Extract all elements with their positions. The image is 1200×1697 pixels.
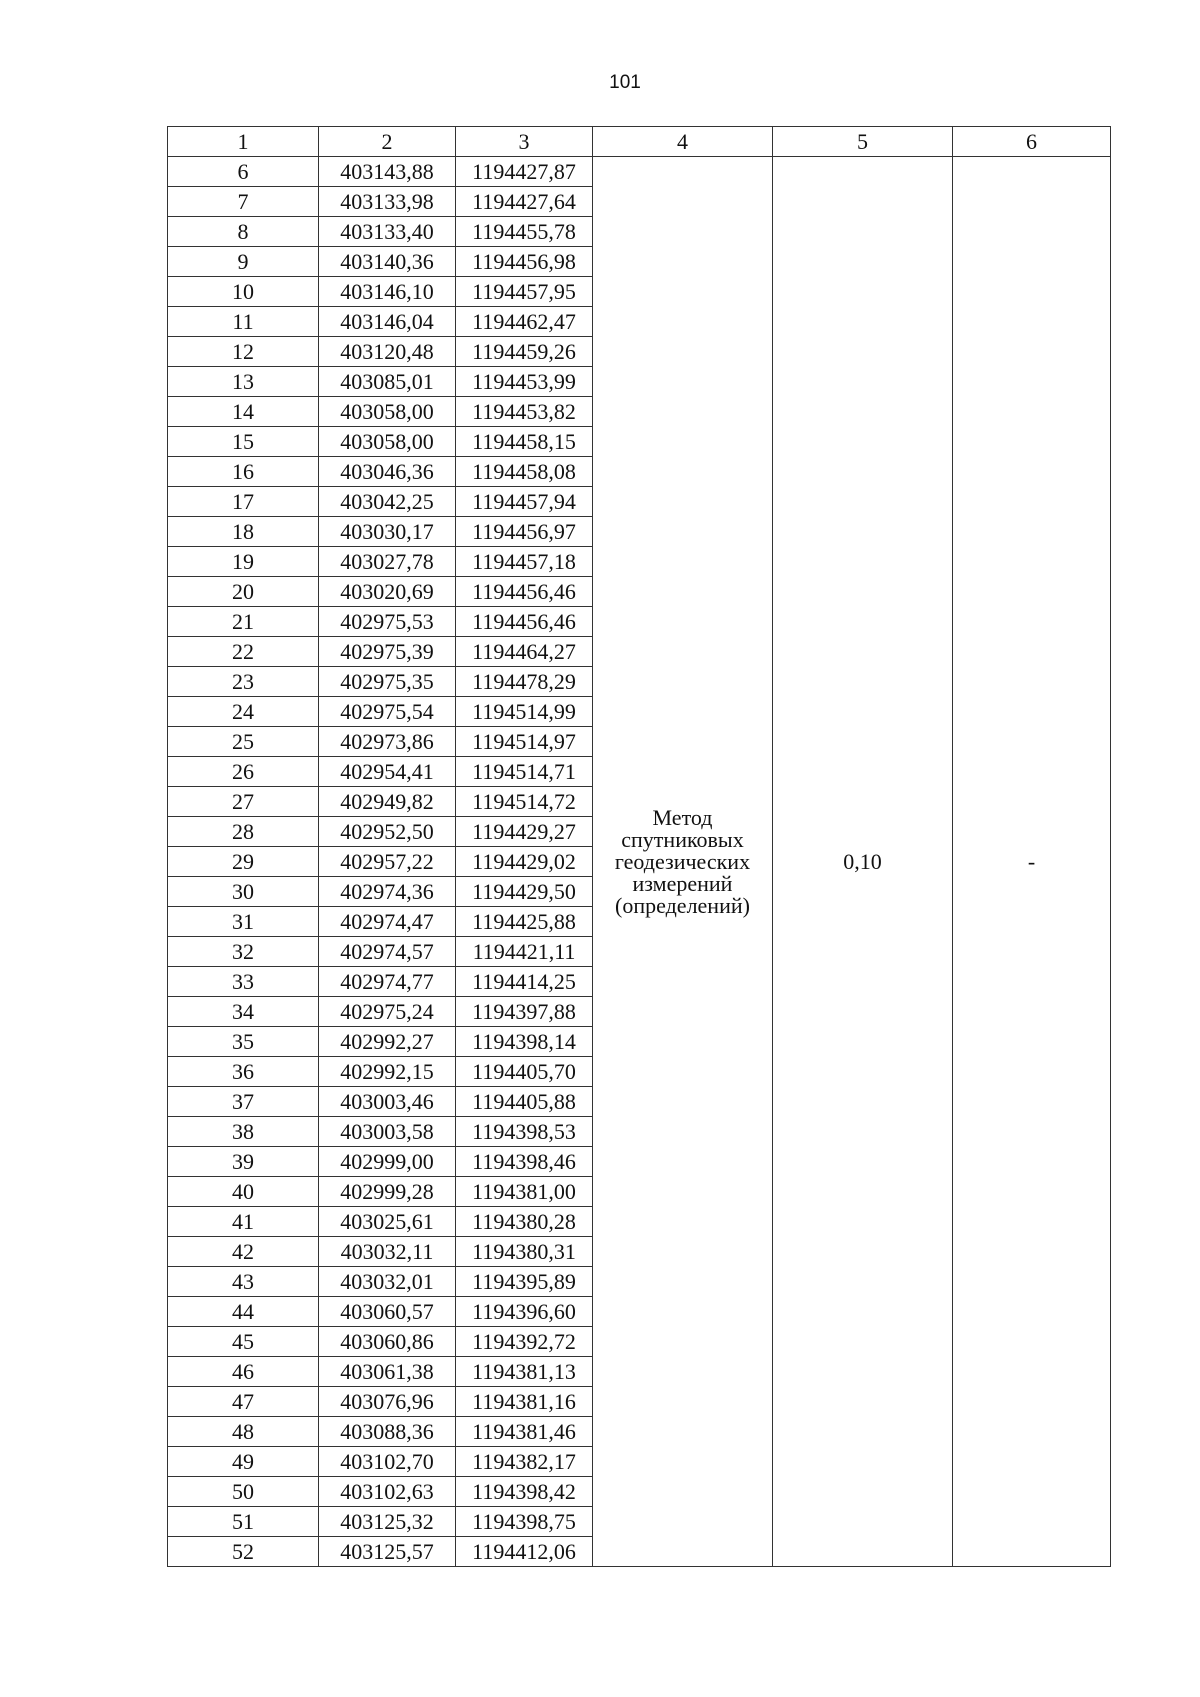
x-coordinate-cell: 403076,96: [319, 1387, 456, 1417]
point-number-cell: 6: [168, 157, 319, 187]
header-cell-6: 6: [953, 127, 1111, 157]
point-number-cell: 17: [168, 487, 319, 517]
x-coordinate-cell: 403143,88: [319, 157, 456, 187]
point-number-cell: 11: [168, 307, 319, 337]
header-cell-3: 3: [456, 127, 593, 157]
point-number-cell: 40: [168, 1177, 319, 1207]
y-coordinate-cell: 1194414,25: [456, 967, 593, 997]
point-number-cell: 27: [168, 787, 319, 817]
point-number-cell: 28: [168, 817, 319, 847]
point-number-cell: 50: [168, 1477, 319, 1507]
x-coordinate-cell: 402975,24: [319, 997, 456, 1027]
method-cell: [593, 157, 773, 1567]
x-coordinate-cell: 402999,28: [319, 1177, 456, 1207]
x-coordinate-cell: 402974,77: [319, 967, 456, 997]
y-coordinate-cell: 1194381,16: [456, 1387, 593, 1417]
y-coordinate-cell: 1194459,26: [456, 337, 593, 367]
point-number-cell: 12: [168, 337, 319, 367]
x-coordinate-cell: 403120,48: [319, 337, 456, 367]
y-coordinate-cell: 1194514,99: [456, 697, 593, 727]
x-coordinate-cell: 402973,86: [319, 727, 456, 757]
y-coordinate-cell: 1194458,08: [456, 457, 593, 487]
y-coordinate-cell: 1194514,72: [456, 787, 593, 817]
x-coordinate-cell: 403088,36: [319, 1417, 456, 1447]
method-text-line: Метод: [652, 804, 713, 830]
point-number-cell: 52: [168, 1537, 319, 1567]
point-number-cell: 49: [168, 1447, 319, 1477]
x-coordinate-cell: 402949,82: [319, 787, 456, 817]
y-coordinate-cell: 1194397,88: [456, 997, 593, 1027]
y-coordinate-cell: 1194392,72: [456, 1327, 593, 1357]
point-number-cell: 15: [168, 427, 319, 457]
y-coordinate-cell: 1194395,89: [456, 1267, 593, 1297]
y-coordinate-cell: 1194421,11: [456, 937, 593, 967]
x-coordinate-cell: 402974,47: [319, 907, 456, 937]
x-coordinate-cell: 402952,50: [319, 817, 456, 847]
x-coordinate-cell: 402957,22: [319, 847, 456, 877]
y-coordinate-cell: 1194456,97: [456, 517, 593, 547]
y-coordinate-cell: 1194429,50: [456, 877, 593, 907]
y-coordinate-cell: 1194405,88: [456, 1087, 593, 1117]
y-coordinate-cell: 1194398,75: [456, 1507, 593, 1537]
x-coordinate-cell: 403102,63: [319, 1477, 456, 1507]
y-coordinate-cell: 1194514,71: [456, 757, 593, 787]
point-number-cell: 30: [168, 877, 319, 907]
y-coordinate-cell: 1194425,88: [456, 907, 593, 937]
header-cell-5: 5: [773, 127, 953, 157]
x-coordinate-cell: 403133,98: [319, 187, 456, 217]
point-number-cell: 20: [168, 577, 319, 607]
x-coordinate-cell: 402974,57: [319, 937, 456, 967]
point-number-cell: 45: [168, 1327, 319, 1357]
x-coordinate-cell: 403020,69: [319, 577, 456, 607]
point-number-cell: 51: [168, 1507, 319, 1537]
method-text-line: спутниковых: [621, 826, 744, 852]
point-number-cell: 7: [168, 187, 319, 217]
y-coordinate-cell: 1194398,46: [456, 1147, 593, 1177]
x-coordinate-cell: 403133,40: [319, 217, 456, 247]
x-coordinate-cell: 403125,57: [319, 1537, 456, 1567]
point-number-cell: 48: [168, 1417, 319, 1447]
point-number-cell: 29: [168, 847, 319, 877]
x-coordinate-cell: 402992,27: [319, 1027, 456, 1057]
point-number-cell: 25: [168, 727, 319, 757]
x-coordinate-cell: 403061,38: [319, 1357, 456, 1387]
table-row: [168, 157, 1111, 187]
x-coordinate-cell: 403058,00: [319, 427, 456, 457]
accuracy-cell: 0,10: [773, 157, 953, 1567]
page-number: 101: [609, 72, 641, 93]
x-coordinate-cell: 403085,01: [319, 367, 456, 397]
y-coordinate-cell: 1194427,64: [456, 187, 593, 217]
x-coordinate-cell: 403146,10: [319, 277, 456, 307]
y-coordinate-cell: 1194398,14: [456, 1027, 593, 1057]
y-coordinate-cell: 1194398,53: [456, 1117, 593, 1147]
point-number-cell: 8: [168, 217, 319, 247]
x-coordinate-cell: 403032,01: [319, 1267, 456, 1297]
x-coordinate-cell: 402999,00: [319, 1147, 456, 1177]
y-coordinate-cell: 1194456,98: [456, 247, 593, 277]
y-coordinate-cell: 1194457,94: [456, 487, 593, 517]
point-number-cell: 35: [168, 1027, 319, 1057]
x-coordinate-cell: 403102,70: [319, 1447, 456, 1477]
x-coordinate-cell: 403003,58: [319, 1117, 456, 1147]
method-text-line: измерений: [632, 870, 733, 896]
point-number-cell: 16: [168, 457, 319, 487]
point-number-cell: 24: [168, 697, 319, 727]
y-coordinate-cell: 1194456,46: [456, 607, 593, 637]
point-number-cell: 14: [168, 397, 319, 427]
y-coordinate-cell: 1194478,29: [456, 667, 593, 697]
point-number-cell: 34: [168, 997, 319, 1027]
point-number-cell: 46: [168, 1357, 319, 1387]
x-coordinate-cell: 402975,35: [319, 667, 456, 697]
y-coordinate-cell: 1194453,99: [456, 367, 593, 397]
x-coordinate-cell: 403125,32: [319, 1507, 456, 1537]
x-coordinate-cell: 403003,46: [319, 1087, 456, 1117]
y-coordinate-cell: 1194382,17: [456, 1447, 593, 1477]
point-number-cell: 9: [168, 247, 319, 277]
x-coordinate-cell: 403027,78: [319, 547, 456, 577]
point-number-cell: 39: [168, 1147, 319, 1177]
y-coordinate-cell: 1194412,06: [456, 1537, 593, 1567]
x-coordinate-cell: 403060,86: [319, 1327, 456, 1357]
x-coordinate-cell: 403042,25: [319, 487, 456, 517]
point-number-cell: 36: [168, 1057, 319, 1087]
point-number-cell: 18: [168, 517, 319, 547]
y-coordinate-cell: 1194381,46: [456, 1417, 593, 1447]
header-cell-4: 4: [593, 127, 773, 157]
table-body: [168, 157, 1111, 1567]
y-coordinate-cell: 1194457,95: [456, 277, 593, 307]
y-coordinate-cell: 1194462,47: [456, 307, 593, 337]
point-number-cell: 33: [168, 967, 319, 997]
header-cell-1: 1: [168, 127, 319, 157]
point-number-cell: 41: [168, 1207, 319, 1237]
x-coordinate-cell: 403025,61: [319, 1207, 456, 1237]
x-coordinate-cell: 403032,11: [319, 1237, 456, 1267]
column-6-cell: -: [953, 157, 1111, 1567]
x-coordinate-cell: 403058,00: [319, 397, 456, 427]
x-coordinate-cell: 402975,54: [319, 697, 456, 727]
x-coordinate-cell: 403046,36: [319, 457, 456, 487]
x-coordinate-cell: 403030,17: [319, 517, 456, 547]
y-coordinate-cell: 1194381,00: [456, 1177, 593, 1207]
point-number-cell: 22: [168, 637, 319, 667]
y-coordinate-cell: 1194380,28: [456, 1207, 593, 1237]
point-number-cell: 32: [168, 937, 319, 967]
point-number-cell: 19: [168, 547, 319, 577]
y-coordinate-cell: 1194381,13: [456, 1357, 593, 1387]
y-coordinate-cell: 1194398,42: [456, 1477, 593, 1507]
x-coordinate-cell: 403140,36: [319, 247, 456, 277]
point-number-cell: 23: [168, 667, 319, 697]
point-number-cell: 44: [168, 1297, 319, 1327]
y-coordinate-cell: 1194456,46: [456, 577, 593, 607]
y-coordinate-cell: 1194455,78: [456, 217, 593, 247]
y-coordinate-cell: 1194380,31: [456, 1237, 593, 1267]
method-text-line: (определений): [615, 892, 750, 918]
x-coordinate-cell: 402975,53: [319, 607, 456, 637]
x-coordinate-cell: 402992,15: [319, 1057, 456, 1087]
point-number-cell: 13: [168, 367, 319, 397]
y-coordinate-cell: 1194396,60: [456, 1297, 593, 1327]
x-coordinate-cell: 403060,57: [319, 1297, 456, 1327]
point-number-cell: 47: [168, 1387, 319, 1417]
y-coordinate-cell: 1194453,82: [456, 397, 593, 427]
y-coordinate-cell: 1194427,87: [456, 157, 593, 187]
header-cell-2: 2: [319, 127, 456, 157]
point-number-cell: 21: [168, 607, 319, 637]
point-number-cell: 31: [168, 907, 319, 937]
point-number-cell: 43: [168, 1267, 319, 1297]
x-coordinate-cell: 403146,04: [319, 307, 456, 337]
x-coordinate-cell: 402954,41: [319, 757, 456, 787]
y-coordinate-cell: 1194464,27: [456, 637, 593, 667]
y-coordinate-cell: 1194458,15: [456, 427, 593, 457]
header-row: [168, 127, 1111, 157]
coordinates-table: [167, 126, 1111, 1567]
y-coordinate-cell: 1194429,02: [456, 847, 593, 877]
method-text-line: геодезических: [614, 848, 751, 874]
point-number-cell: 37: [168, 1087, 319, 1117]
point-number-cell: 42: [168, 1237, 319, 1267]
point-number-cell: 26: [168, 757, 319, 787]
point-number-cell: 38: [168, 1117, 319, 1147]
y-coordinate-cell: 1194514,97: [456, 727, 593, 757]
y-coordinate-cell: 1194429,27: [456, 817, 593, 847]
x-coordinate-cell: 402975,39: [319, 637, 456, 667]
y-coordinate-cell: 1194405,70: [456, 1057, 593, 1087]
point-number-cell: 10: [168, 277, 319, 307]
y-coordinate-cell: 1194457,18: [456, 547, 593, 577]
x-coordinate-cell: 402974,36: [319, 877, 456, 907]
